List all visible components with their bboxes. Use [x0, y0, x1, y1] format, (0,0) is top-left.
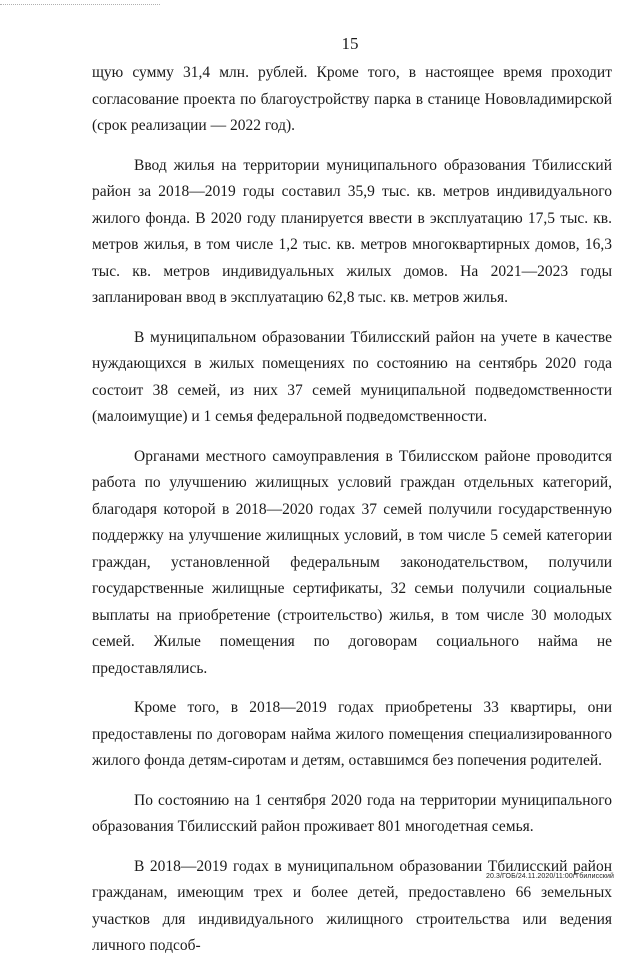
- document-body: [92, 60, 612, 973]
- paragraph-land-plots: В 2018—2019 годах в муниципальном образовании Тбилисский район гражданам, имеющим трех и более детей, предоставлено 66 земельных участков для индивидуального жилищного строительства или ведения личного подсоб-: [92, 857, 612, 954]
- paragraph-housing-support: Органами местного самоуправления в Тбилисском районе проводится работа по улучшению жилищных условий граждан отдельных категорий, благодаря которой в 2018—2020 годах 37 семей получили государственную поддержку на улучшение жилищных условий, в том числе 5 семей категории граждан, установленной федеральным законодательством, получили государственные жилищные сертификаты, 32 семьи получили социальные выплаты на приобретение (строительство) жилья, в том числе 30 молодых семей. Жилые помещения по договорам социального найма не предоставлялись.: [92, 447, 612, 677]
- page-number: 15: [341, 34, 359, 53]
- paragraph-park-project: щую сумму 31,4 млн. рублей. Кроме того, в настоящее время проходит согласование проекта по благоустройству парка в станице Нововладимирской (срок реализации — 2022 год).: [92, 64, 612, 134]
- paragraph-large-families: По состоянию на 1 сентября 2020 года на территории муниципального образования Тбилисский район проживает 801 многодетная семья.: [92, 791, 612, 835]
- document-registration-code: 20.3/ГОБ/24.11.2020/11:00/Тбилисский: [485, 873, 614, 880]
- paragraph-housing-queue: В муниципальном образовании Тбилисский район на учете в качестве нуждающихся в жилых помещениях по состоянию на сентябрь 2020 года состоит 38 семей, из них 37 семей муниципальной подведомственности (малоимущие) и 1 семья федеральной подведомственности.: [92, 328, 612, 425]
- paragraph-orphan-apartments: Кроме того, в 2018—2019 годах приобретены 33 квартиры, они предоставлены по договорам найма жилого помещения специализированного жилого фонда детям-сиротам и детям, оставшимся без попечения родителей.: [92, 699, 612, 769]
- paragraph-housing-input: Ввод жилья на территории муниципального образования Тбилисский район за 2018—2019 годы составил 35,9 тыс. кв. метров индивидуального жилого фонда. В 2020 году планируется ввести в эксплуатацию 17,5 тыс. кв. метров жилья, в том числе 1,2 тыс. кв. метров многоквартирных домов, 16,3 тыс. кв. метров индивидуальных жилых домов. На 2021—2023 годы запланирован ввод в эксплуатацию 62,8 тыс. кв. метров жилья.: [92, 156, 612, 306]
- scan-edge-artifact: [0, 4, 160, 8]
